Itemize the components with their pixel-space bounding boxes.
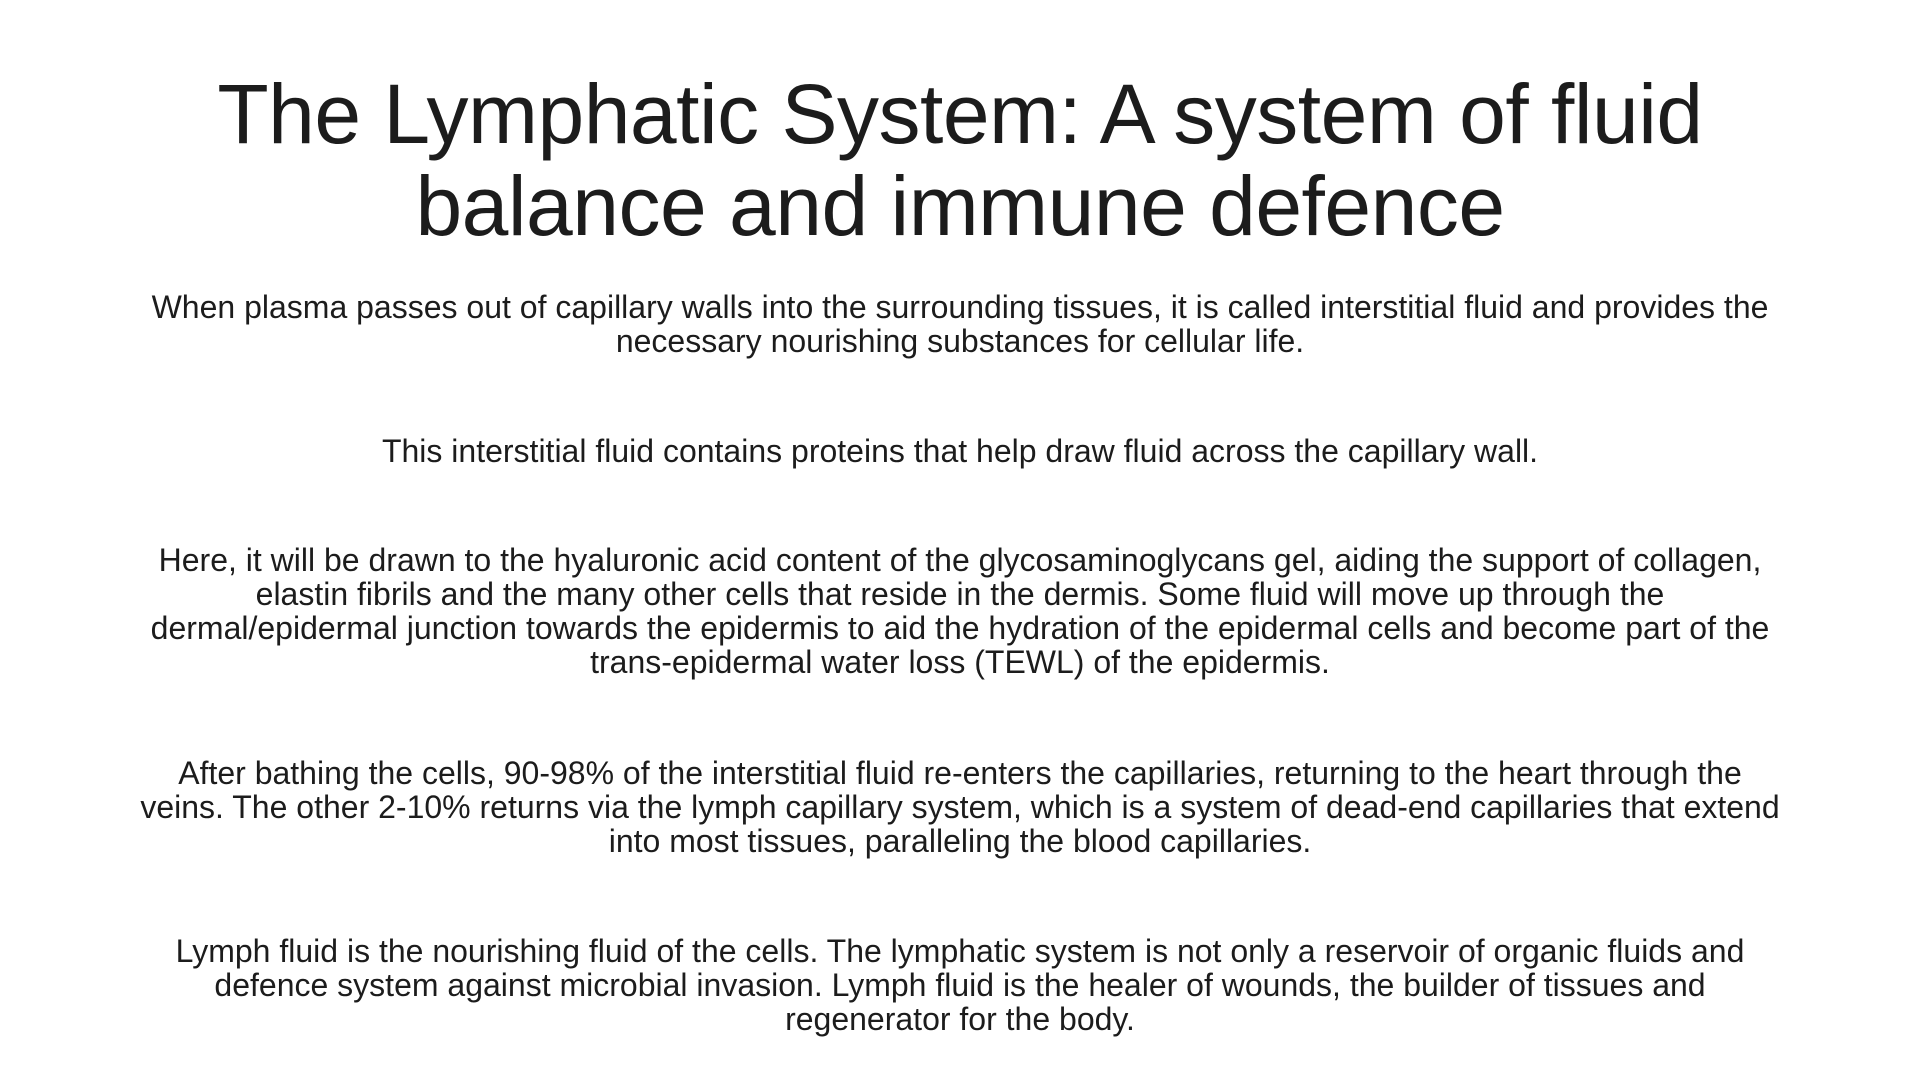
- paragraph-proteins: This interstitial fluid contains proteins that help draw fluid across the capillary wall.: [381, 433, 1539, 469]
- paragraph-interstitial-fluid: When plasma passes out of capillary walls into the surrounding tissues, it is called interstitial fluid and provides the necessary nourishing substances for cellular life.: [151, 289, 1769, 359]
- paragraph-hyaluronic-acid: Here, it will be drawn to the hyaluronic acid content of the glycosaminoglycans gel, aiding the support of collagen, elastin fibrils and the many other cells that reside in the dermis. Some fluid will move up through the dermal/epidermal junction towards the epidermis to aid the hydration of the epidermal cells and become part of the trans-epidermal water loss (TEWL) of the epidermis.: [150, 542, 1770, 680]
- slide-title: The Lymphatic System: A system of fluid balance and immune defence: [217, 67, 1703, 253]
- paragraph-lymph-fluid: Lymph fluid is the nourishing fluid of the cells. The lymphatic system is not only a reservoir of organic fluids and defence system against microbial invasion. Lymph fluid is the healer of wounds, the builder of tissues and regenerator for the body.: [175, 933, 1745, 1037]
- paragraph-capillary-return: After bathing the cells, 90-98% of the interstitial fluid re-enters the capillaries, returning to the heart through the veins. The other 2-10% returns via the lymph capillary system, which is a system of dead-end capillaries that extend into most tissues, paralleling the blood capillaries.: [140, 755, 1780, 859]
